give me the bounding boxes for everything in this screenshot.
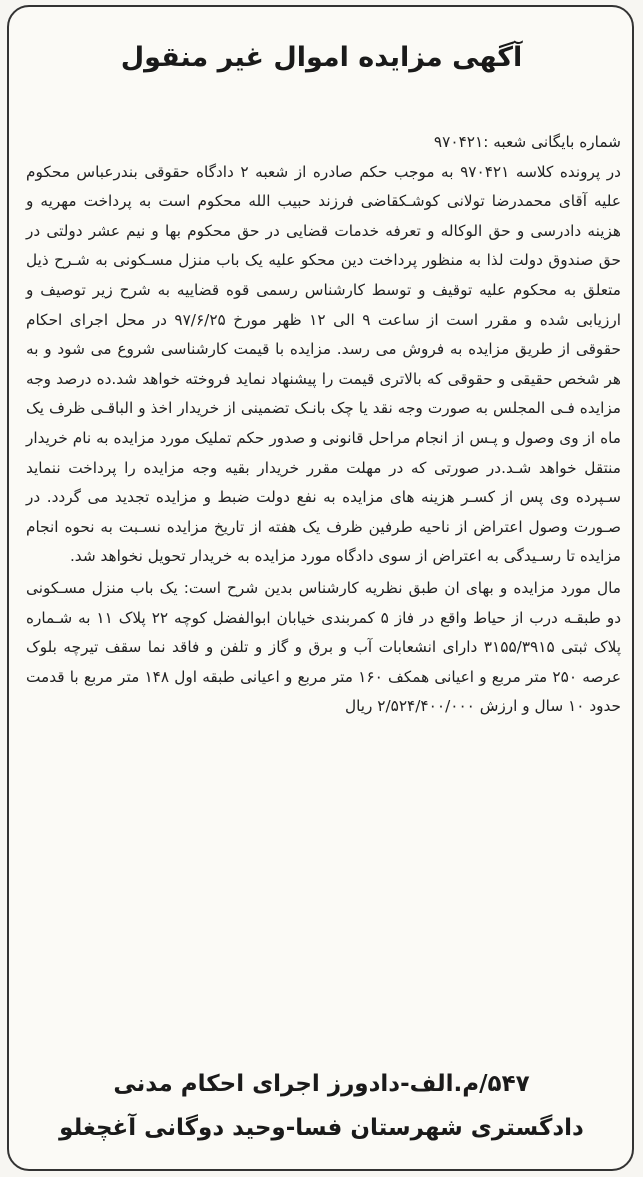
notice-title: آگهی مزایده اموال غیر منقول [120, 42, 523, 73]
footer-signature-line: دادگستری شهرستان فسا-وحید دوگانی آغچغلو [59, 1115, 584, 1141]
footer-reference-line: ۵۴۷/م.الف-دادورز اجرای احکام مدنی [113, 1071, 530, 1097]
notice-body [26, 128, 621, 722]
archive-number-line: شماره بایگانی شعبه :۹۷۰۴۲۱ [433, 133, 621, 151]
property-paragraph: مال مورد مزایده و بهای ان طبق نظریه کارشناس بدین شرح است: یک باب منزل مسـکونی دو طبقـه درب از حیاط واقع در فاز ۵ کمربندی خیابان ابوالفضل کوچه ۲۲ پلاک ۱۱ به شـماره پلاک ثبتی ۳۱۵۵/۳۹۱۵ دارای انشعابات آب و برق و گاز و تلفن و فاقد نما سقف تیرچه بلوک عرصه ۲۵۰ متر مربع و اعیانی همکف ۱۶۰ متر مربع و اعیانی طبقه اول ۱۴۸ متر مربع با قدمت حدود ۱۰ سال و ارزش ۲/۵۲۴/۴۰۰/۰۰۰ ریال [26, 578, 622, 716]
main-paragraph: در پرونده کلاسه ۹۷۰۴۲۱ به موجب حکم صادره از شعبه ۲ دادگاه حقوقی بندرعباس محکوم علیه آقای محمدرضا تولانی کوشـکقاضی فرزند حبیب الله محکوم است به پرداخت مهریه و هزینه دادرسی و حق الوکاله و تعرفه خدمات قضایی در حق محکوم بها و نیم عشر دولتی در حق صندوق دولت لذا به منظور پرداخت دین محکو علیه یک باب منزل مسـکونی به شـرح ذیل متعلق به محکوم علیه توقیف و توسط کارشناس رسمی قوه قضاییه به شرح زیر توصیف و ارزیابی شده و مقرر است از ساعت ۹ الی ۱۲ ظهر مورخ ۹۷/۶/۲۵ در محل اجرای احکام حقوقی از طریق مزایده به فروش می رسد. مزایده با قیمت کارشناسی شروع می شود و به هر شخص حقیقی و حقوقی که بالاتری قیمت را پیشنهاد نماید فروخته خواهد شد.ده درصد وجه مزایده فـی المجلس به صورت وجه نقد یا چک بانـک تضمینی از خریدار اخذ و الباقـی ظرف یک ماه از وی وصول و پـس از انجام مراحل قانونی و صدور حکم تملیک مورد مزایده به نام خریدار منتقل خواهد شـد.در صورتی که در مهلت مقرر خریدار بقیه وجه مزایده را پرداخت ننماید سـپرده وی پس از کسـر هزینه های مزایده به نفع دولت ضبط و مزایده تجدید می گردد. در صـورت وصول اعتراض از ناحیه طرفین ظرف یک هفته از تاریخ مزایده نسـبت به نحوه انجام مزایده تا رسـیدگی به اعتراض از سوی دادگاه مورد مزایده به خریدار تحویل نخواهد شد. [26, 162, 621, 566]
notice-footer [20, 1062, 623, 1150]
